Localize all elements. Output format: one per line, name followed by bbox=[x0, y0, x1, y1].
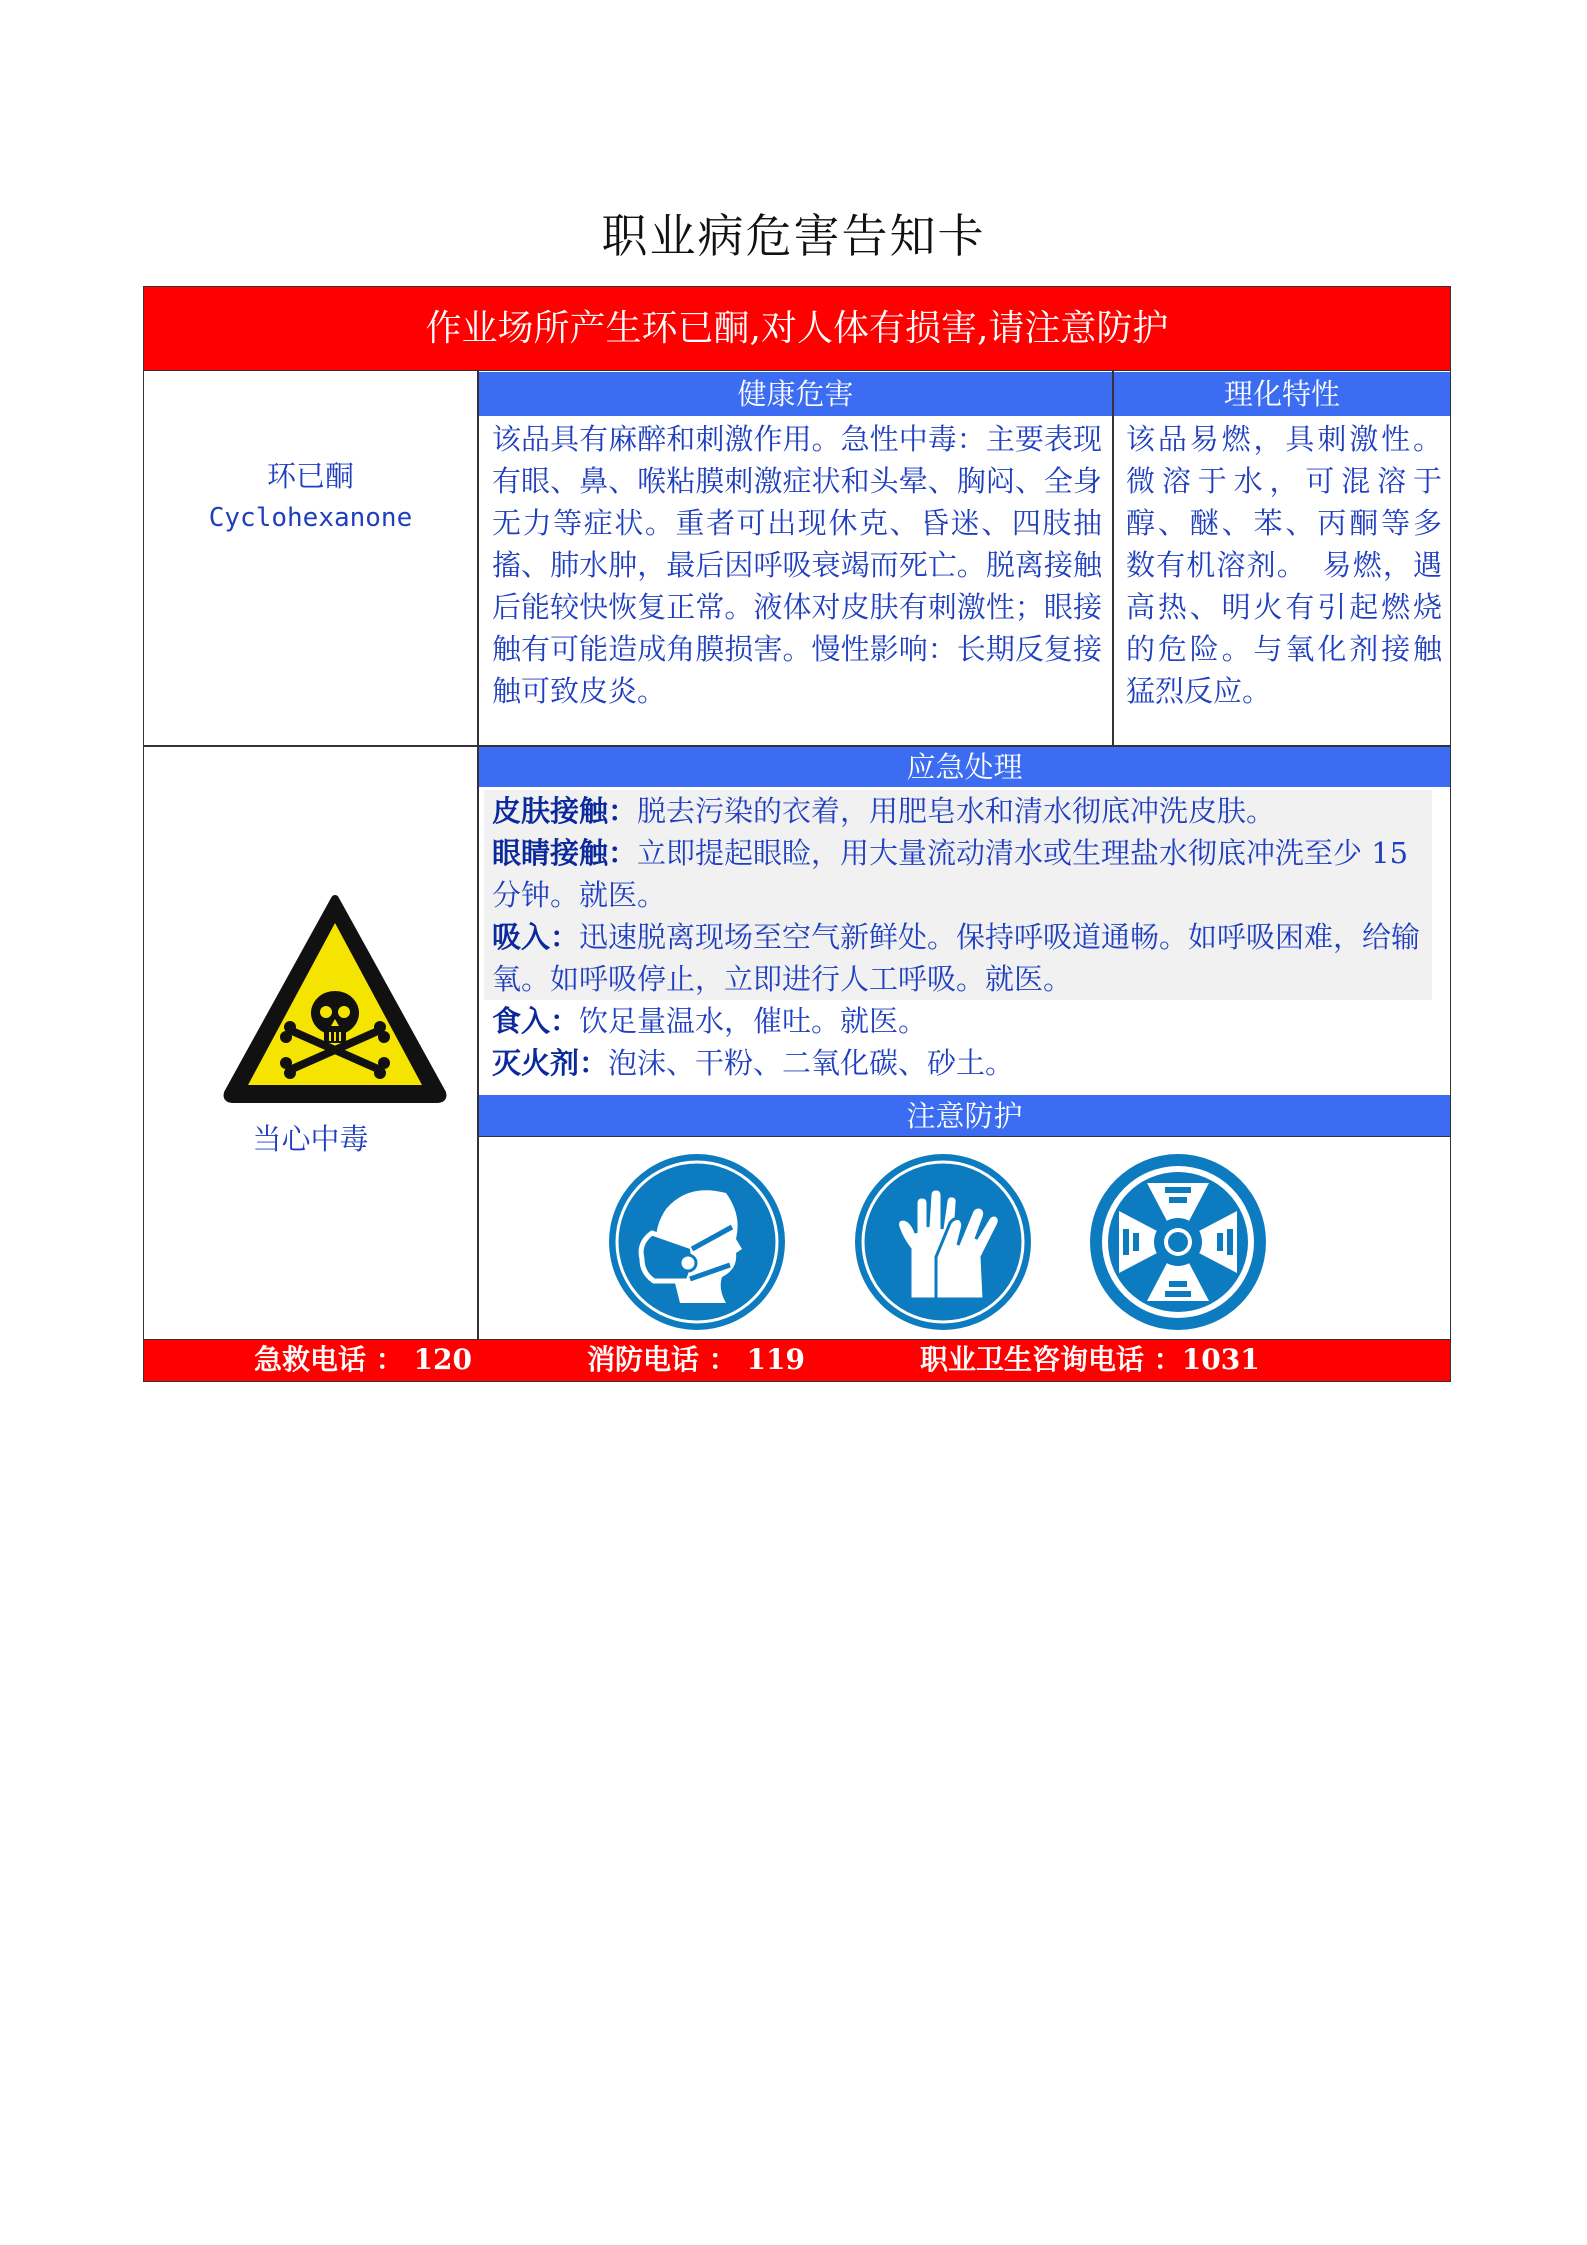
emergency-item-eyes: 眼睛接触：立即提起眼睑，用大量流动清水或生理盐水彻底冲洗至少 15 分钟。就医。 bbox=[492, 836, 1409, 912]
warning-label: 当心中毒 bbox=[252, 1122, 369, 1156]
properties-text: 该品易燃，具刺激性。微溶于水，可混溶于醇、醚、苯、丙酮等多数有机溶剂。 易燃，遇高热、明火有引起燃烧的危险。与氧化剂接触猛烈反应。 bbox=[1126, 422, 1442, 708]
toxic-warning-icon bbox=[220, 891, 450, 1103]
hazard-banner: 作业场所产生环已酮,对人体有损害,请注意防护 bbox=[144, 287, 1450, 371]
health-hazard-header: 健康危害 bbox=[479, 372, 1112, 416]
chemical-name-en: Cyclohexanone bbox=[208, 503, 413, 533]
hazard-notice-card bbox=[143, 286, 1451, 1382]
page-title: 职业病危害告知卡 bbox=[601, 209, 986, 263]
divider-properties-column bbox=[1112, 371, 1114, 745]
chemical-name-cn: 环已酮 bbox=[266, 459, 354, 493]
emergency-item-ingestion: 食入：饮足量温水，催吐。就医。 bbox=[492, 1004, 928, 1038]
occupational-health-phone: 职业卫生咨询电话 ：1031 bbox=[920, 1343, 1260, 1376]
emergency-header: 应急处理 bbox=[479, 747, 1450, 787]
emergency-item-skin: 皮肤接触：脱去污染的衣着，用肥皂水和清水彻底冲洗皮肤。 bbox=[492, 794, 1276, 828]
emergency-phone: 急救电话 ： 120 bbox=[254, 1343, 472, 1376]
divider-left-column bbox=[477, 371, 479, 1339]
emergency-item-inhalation: 吸入：迅速脱离现场至空气新鲜处。保持呼吸道通畅。如呼吸困难，给输氧。如呼吸停止，立即进行人工呼吸。就医。 bbox=[492, 920, 1421, 996]
emergency-phone-footer bbox=[144, 1339, 1450, 1381]
wear-respirator-icon bbox=[608, 1153, 786, 1331]
emergency-list bbox=[484, 790, 1432, 1084]
wear-gloves-icon bbox=[854, 1153, 1032, 1331]
emergency-item-extinguishing: 灭火剂：泡沫、干粉、二氧化碳、砂土。 bbox=[492, 1046, 1015, 1080]
ventilation-icon bbox=[1089, 1153, 1267, 1331]
chemical-name bbox=[144, 455, 477, 539]
protection-header: 注意防护 bbox=[479, 1095, 1450, 1137]
health-hazard-text: 该品具有麻醉和刺激作用。急性中毒：主要表现有眼、鼻、喉粘膜刺激症状和头晕、胸闷、全身无力等症状。重者可出现休克、昏迷、四肢抽搐、肺水肿，最后因呼吸衰竭而死亡。脱离接触后能较快恢复正常。液体对皮肤有刺激性；眼接触有可能造成角膜损害。慢性影响：长期反复接触可致皮炎。 bbox=[492, 422, 1102, 708]
properties-header: 理化特性 bbox=[1114, 372, 1450, 416]
fire-phone: 消防电话 ： 119 bbox=[587, 1343, 805, 1376]
